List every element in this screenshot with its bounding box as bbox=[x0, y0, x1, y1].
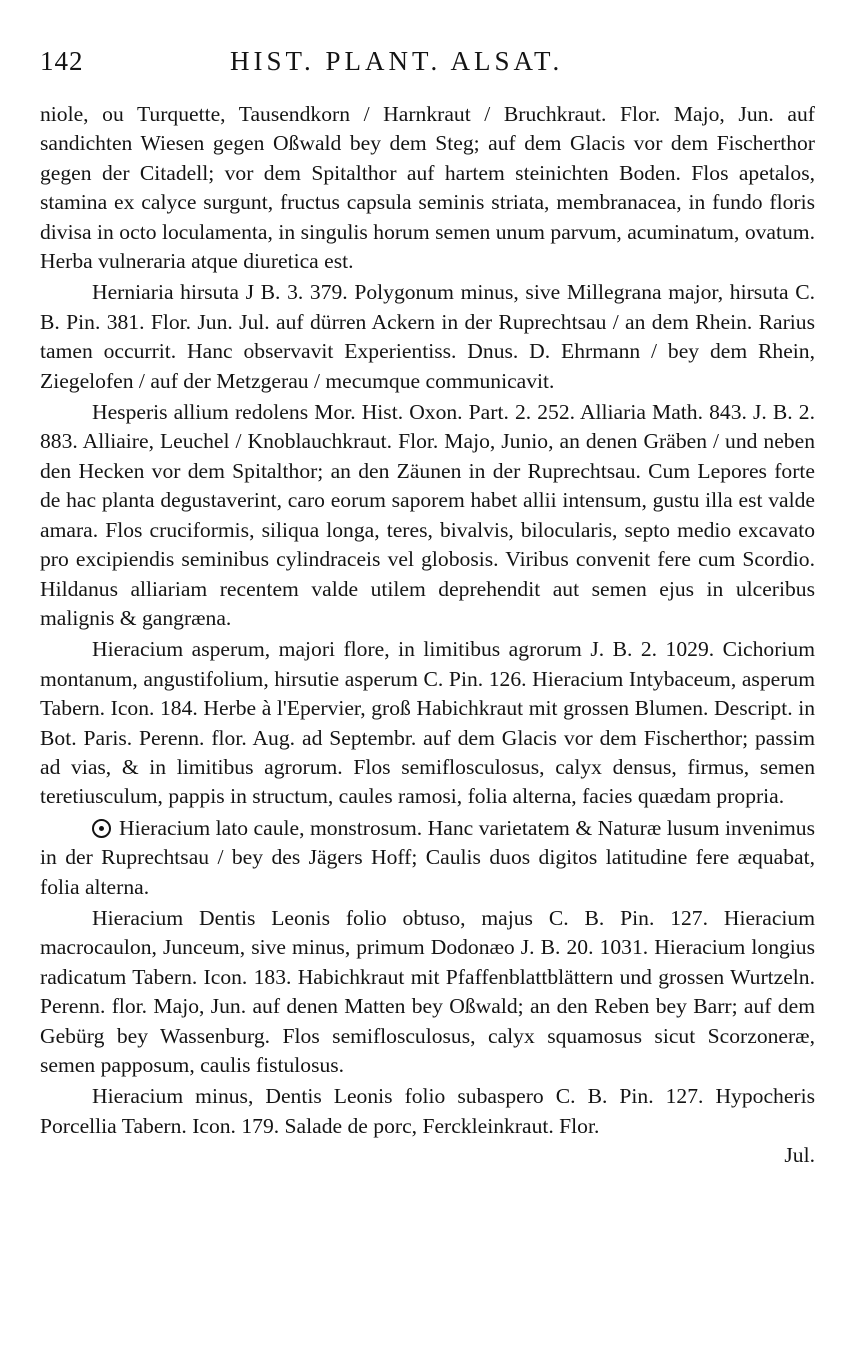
paragraph-hieracium-lato-caule-text: Hieracium lato caule, monstrosum. Hanc varietatem & Naturæ lusum invenimus in der Ruprechtsau / bey des Jägers Hoff; Caulis duos digitos latitudine fere æquabat, folia alterna. bbox=[40, 815, 815, 899]
paragraph-herniaria-hirsuta: Herniaria hirsuta J B. 3. 379. Polygonum minus, sive Millegrana major, hirsuta C. B. Pin. 381. Flor. Jun. Jul. auf dürren Ackern in der Ruprechtsau / an dem Rhein. Rarius tamen occurrit. Hanc observavit Experientiss. Dnus. D. Ehrmann / bey dem Rhein, Ziegelofen / auf der Metzgerau / mecumque communicavit. bbox=[40, 280, 815, 393]
page-header bbox=[40, 46, 810, 86]
running-title: HIST. PLANT. ALSAT. bbox=[230, 46, 564, 76]
paragraph-hieracium-dentis-leonis: Hieracium Dentis Leonis folio obtuso, majus C. B. Pin. 127. Hieracium macrocaulon, Junceum, sive minus, primum Dodonæo J. B. 20. 1031. Hieracium longius radicatum Tabern. Icon. 183. Habichkraut mit Pfaffenblattblättern und grossen Wurtzeln. Perenn. flor. Majo, Jun. auf denen Matten bey Oßwald; an den Reben bey Barr; auf dem Gebürg bey Wassenburg. Flos semiflosculosus, calyx squamosus sicut Scorzoneræ, semen papposum, caulis fistulosus. bbox=[40, 905, 815, 1077]
paragraph-herniaria-continuation: niole, ou Turquette, Tausendkorn / Harnkraut / Bruchkraut. Flor. Majo, Jun. auf sandichten Wiesen gegen Oßwald bey dem Steg; auf dem Glacis vor dem Fischerthor gegen der Citadell; vor dem Spitalthor auf hartem steinichten Boden. Flos apetalos, stamina ex calyce surgunt, fructus capsula seminis striata, membranacea, in fundo floris divisa in octo loculamenta, in singulis horum semen unum parvum, acuminatum, ovatum. Herba vulneraria atque diuretica est. bbox=[40, 102, 815, 274]
paragraph-hieracium-minus: Hieracium minus, Dentis Leonis folio subaspero C. B. Pin. 127. Hypocheris Porcellia Tabern. Icon. 179. Salade de porc, Ferckleinkraut. Flor. bbox=[40, 1084, 815, 1138]
paragraph-hieracium-asperum: Hieracium asperum, majori flore, in limitibus agrorum J. B. 2. 1029. Cichorium montanum, angustifolium, hirsutie asperum C. Pin. 126. Hieracium Intybaceum, asperum Tabern. Icon. 184. Herbe à l'Epervier, groß Habichkraut mit grossen Blumen. Descript. in Bot. Paris. Perenn. flor. Aug. ad Septembr. auf dem Glacis vor dem Fischerthor; passim ad vias, & in limitibus agrorum. Flos semiflosculosus, calyx densus, firmus, semen teretiusculum, pappis in structum, caules ramosi, folia alterna, facies quædam propria. bbox=[40, 637, 815, 809]
last-line: Jul. bbox=[784, 1143, 815, 1168]
paragraph-hieracium-lato-caule bbox=[40, 814, 815, 902]
sun-symbol-icon bbox=[92, 819, 111, 838]
page-number: 142 bbox=[40, 46, 84, 76]
paragraph-hesperis: Hesperis allium redolens Mor. Hist. Oxon. Part. 2. 252. Alliaria Math. 843. J. B. 2. 883. Alliaire, Leuchel / Knoblauchkraut. Flor. Majo, Junio, an denen Gräben / und neben den Hecken vor dem Spitalthor; an den Zäunen in der Ruprechtsau. Cum Lepores forte de hac planta degustaverint, caro eorum saporem habet allii intensum, gustu illa est valde amara. Flos cruciformis, siliqua longa, teres, bivalvis, bilocularis, septo medio excavato pro excipiendis seminibus cylindraceis vel globosis. Viribus convenit fere cum Scordio. Hildanus alliariam recentem valde utilem deprehendit aut semen ejus in ulceribus malignis & gangræna. bbox=[40, 400, 815, 630]
page-body bbox=[40, 100, 815, 1171]
